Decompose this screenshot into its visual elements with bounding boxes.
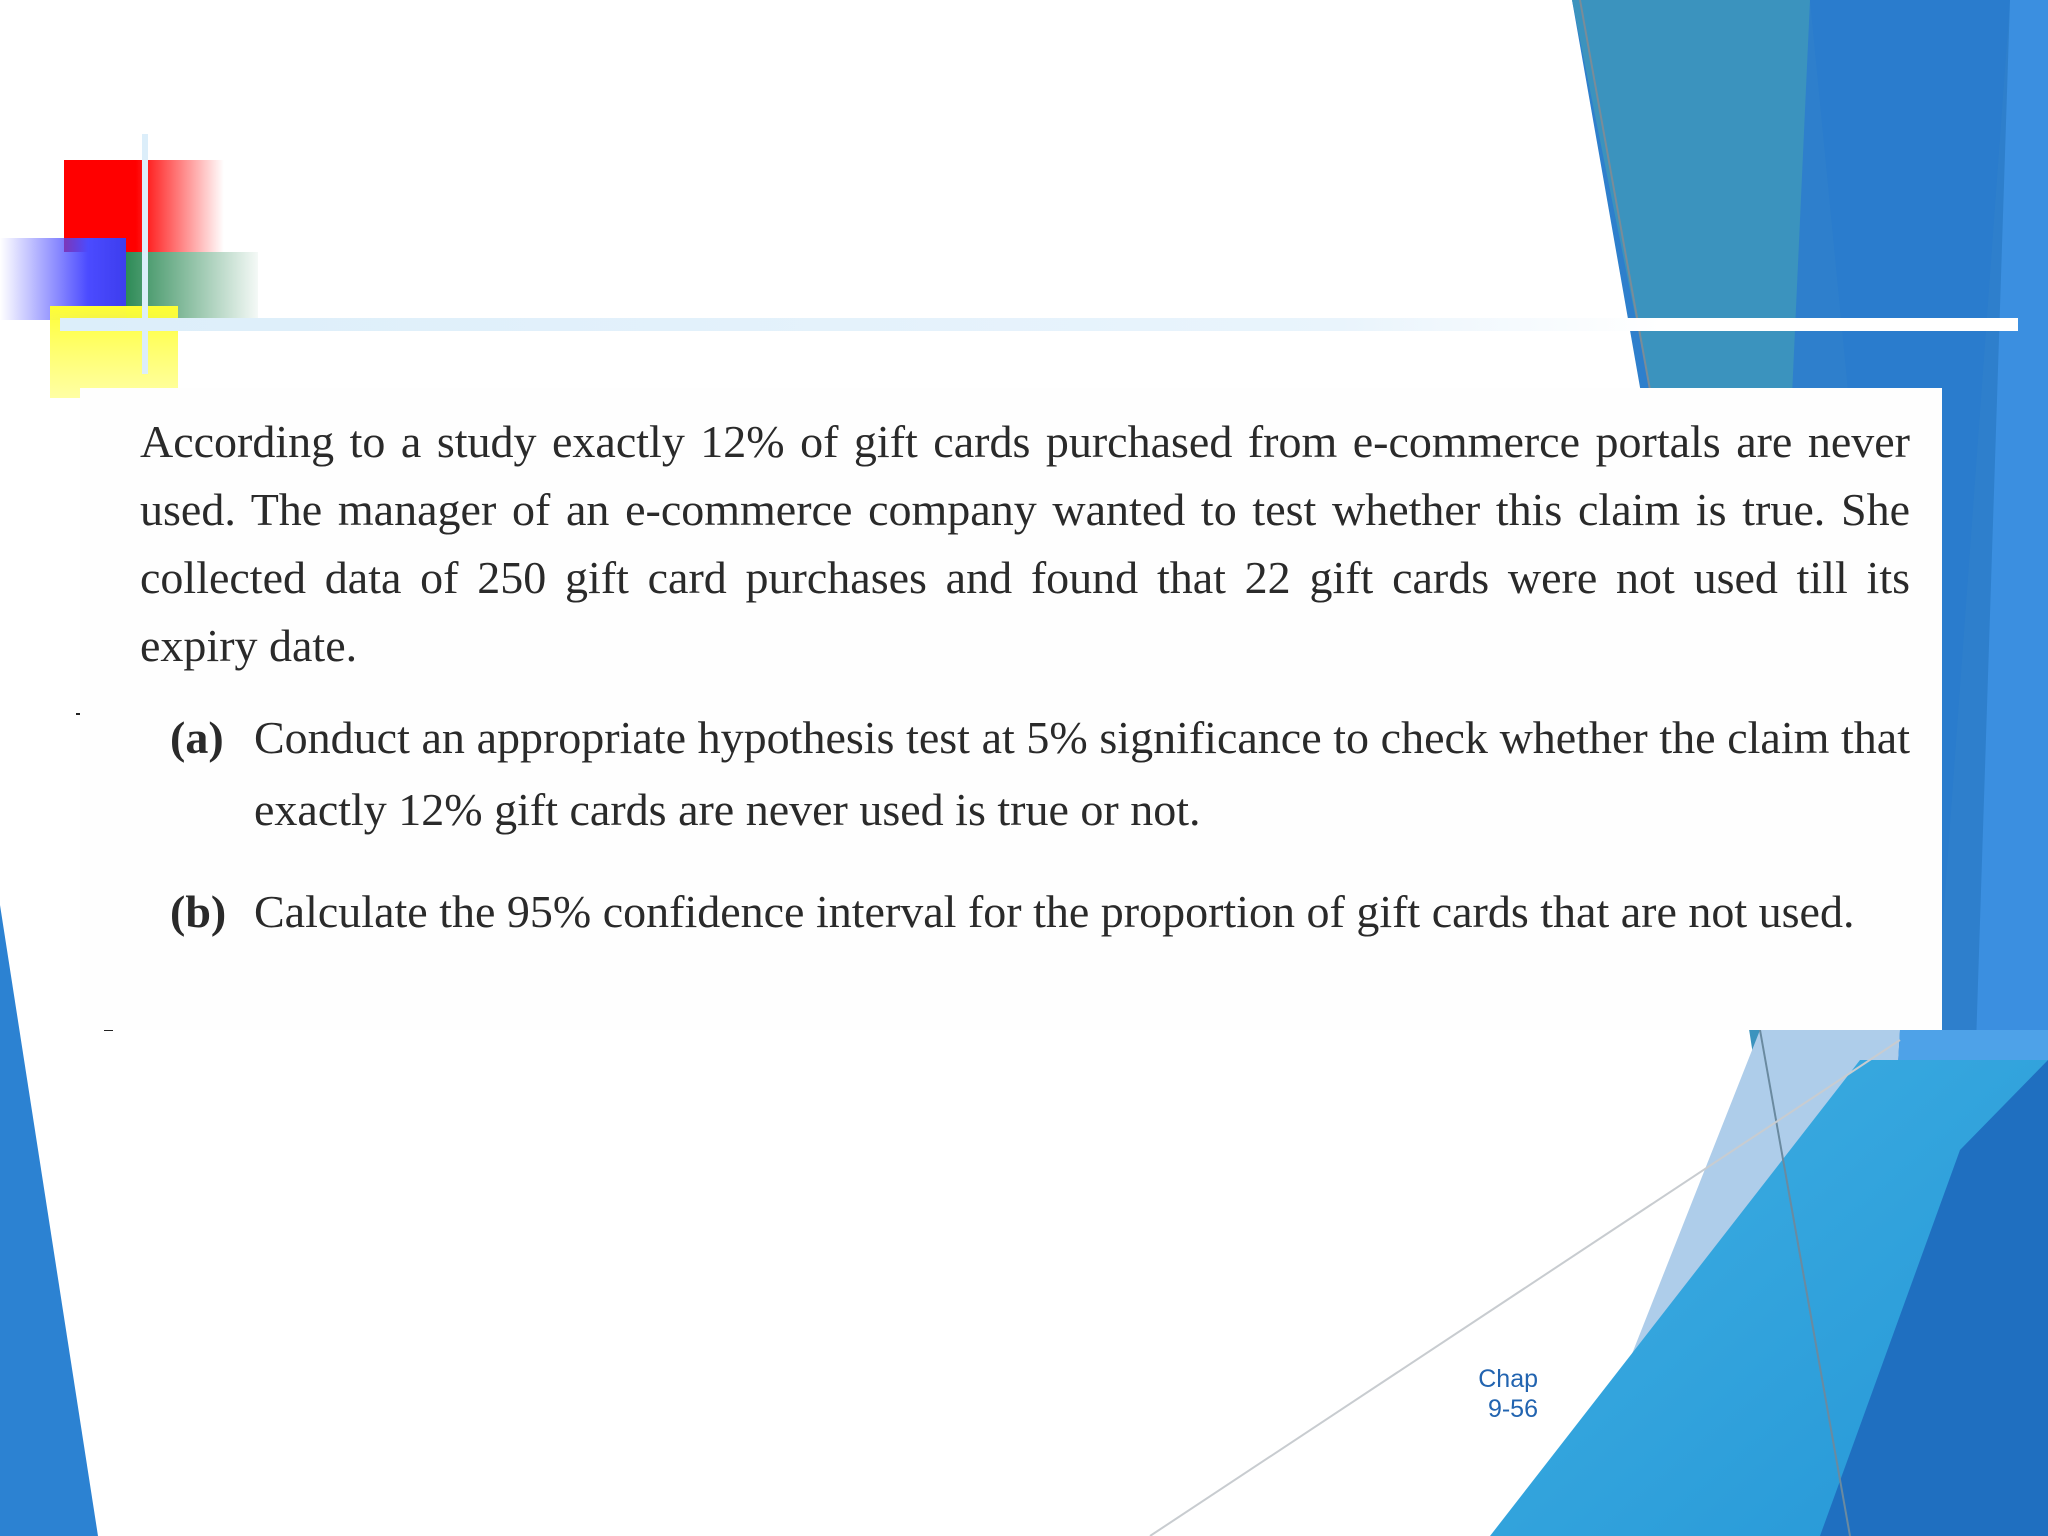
problem-intro: According to a study exactly 12% of gift cards purchased from e-commerce portals are never used. The manager of an e-commerce company wanted to test whether this claim is true. She collected data of 250 gift card purchases and found that 22 gift cards were not used till its expiry date. [140, 416, 1910, 671]
page-number: 9-56 [1487, 1395, 1538, 1423]
question-text: Conduct an appropriate hypothesis test at 5% significance to check whether the claim that exactly 12% gift cards are never used is true or not. [254, 712, 1910, 835]
chapter-label: Chap [1478, 1365, 1538, 1393]
logo-vertical-line [142, 134, 148, 374]
question-label: (b) [170, 886, 227, 937]
question-label: (a) [170, 712, 224, 763]
title-rule [60, 318, 1660, 331]
slide-page-label [1450, 1364, 1538, 1424]
title-rule-white [1656, 318, 2018, 331]
question-text: Calculate the 95% confidence interval for the proportion of gift cards that are not used. [254, 886, 1855, 937]
problem-box [80, 388, 1942, 1030]
